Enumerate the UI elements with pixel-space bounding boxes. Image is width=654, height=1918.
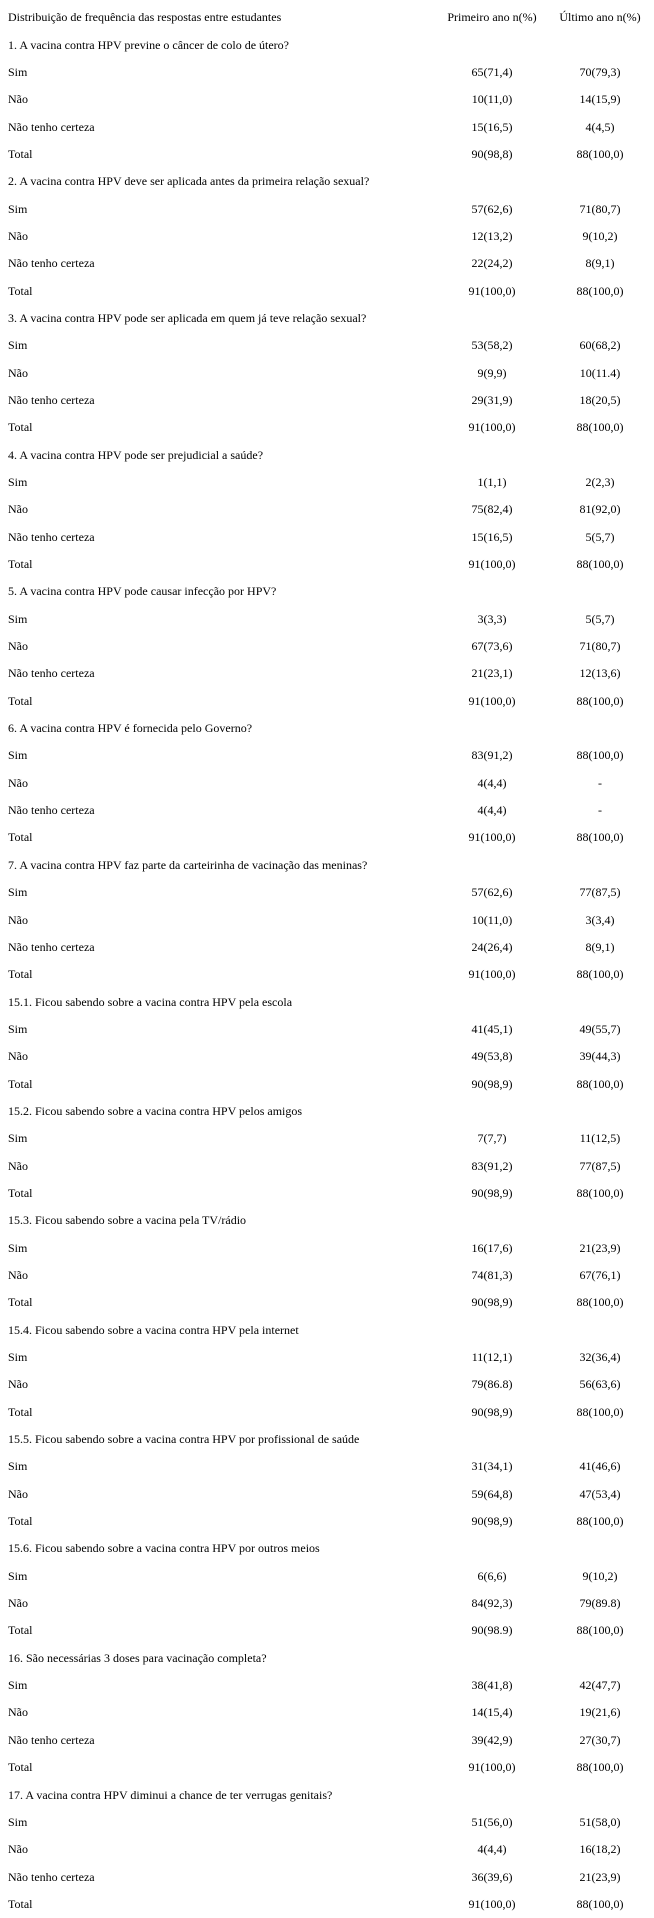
answer-label: Sim: [8, 1021, 28, 1036]
first-year-value: 31(34,1): [471, 1459, 513, 1474]
last-year-value: 21(23,9): [579, 1869, 621, 1884]
last-year-value: 19(21,6): [579, 1705, 621, 1720]
first-year-value: 1(1,1): [477, 475, 507, 490]
answer-label: Não tenho certeza: [8, 939, 95, 954]
question-text: 4. A vacina contra HPV pode ser prejudicial a saúde?: [8, 447, 264, 462]
first-year-value: 90(98,8): [471, 146, 513, 161]
answer-label: Sim: [8, 1459, 28, 1474]
table-row: [0, 879, 654, 906]
table-row: [0, 496, 654, 523]
first-year-value: 91(100,0): [468, 830, 516, 845]
answer-label: Total: [8, 283, 33, 298]
first-year-value: 90(98,9): [471, 1404, 513, 1419]
last-year-value: 9(10,2): [582, 1568, 618, 1583]
last-year-value: 88(100,0): [576, 557, 624, 572]
table-row: [0, 906, 654, 933]
table-row: [0, 250, 654, 277]
answer-label: Não tenho certeza: [8, 392, 95, 407]
answer-label: Total: [8, 693, 33, 708]
first-year-value: 65(71,4): [471, 64, 513, 79]
first-year-value: 10(11,0): [471, 92, 513, 107]
first-year-value: 67(73,6): [471, 639, 513, 654]
last-year-value: 88(100,0): [576, 830, 624, 845]
answer-label: Sim: [8, 475, 28, 490]
first-year-value: 4(4,4): [477, 775, 507, 790]
table-row: [0, 606, 654, 633]
last-year-value: 88(100,0): [576, 1623, 624, 1638]
first-year-value: 90(98,9): [471, 1295, 513, 1310]
last-year-value: 21(23,9): [579, 1240, 621, 1255]
last-year-value: 71(80,7): [579, 201, 621, 216]
table-row: [0, 387, 654, 414]
answer-label: Total: [8, 1514, 33, 1529]
last-year-value: 67(76,1): [579, 1267, 621, 1282]
table-row: [0, 1180, 654, 1207]
answer-label: Total: [8, 830, 33, 845]
last-year-value: 77(87,5): [579, 1158, 621, 1173]
answer-label: Total: [8, 557, 33, 572]
table-row: [0, 469, 654, 496]
table-row: [0, 359, 654, 386]
last-year-value: 5(5,7): [585, 529, 615, 544]
first-year-value: 90(98,9): [471, 1076, 513, 1091]
last-year-value: 39(44,3): [579, 1049, 621, 1064]
answer-label: Total: [8, 1076, 33, 1091]
first-year-value: 90(98,9): [471, 1185, 513, 1200]
last-year-value: 56(63,6): [579, 1377, 621, 1392]
first-year-value: 91(100,0): [468, 557, 516, 572]
last-year-value: 88(100,0): [576, 1404, 624, 1419]
first-year-value: 6(6,6): [477, 1568, 507, 1583]
question-row: [0, 852, 654, 879]
table-row: [0, 1289, 654, 1316]
table-row: [0, 1453, 654, 1480]
first-year-value: 91(100,0): [468, 283, 516, 298]
table-row: [0, 633, 654, 660]
first-year-value: 91(100,0): [468, 693, 516, 708]
last-year-value: 32(36,4): [579, 1350, 621, 1365]
first-year-value: 14(15,4): [471, 1705, 513, 1720]
last-year-value: 77(87,5): [579, 885, 621, 900]
answer-label: Não: [8, 1049, 28, 1064]
last-year-value: 88(100,0): [576, 1896, 624, 1911]
last-year-value: 88(100,0): [576, 146, 624, 161]
first-year-value: 4(4,4): [477, 803, 507, 818]
question-text: 1. A vacina contra HPV previne o câncer de colo de útero?: [8, 37, 290, 52]
table-row: [0, 223, 654, 250]
table-body: [0, 31, 654, 1918]
last-year-value: 71(80,7): [579, 639, 621, 654]
first-year-value: 57(62,6): [471, 201, 513, 216]
answer-label: Não tenho certeza: [8, 1869, 95, 1884]
question-text: 6. A vacina contra HPV é fornecida pelo Governo?: [8, 721, 253, 736]
last-year-value: 14(15,9): [579, 92, 621, 107]
question-row: [0, 168, 654, 195]
first-year-value: 75(82,4): [471, 502, 513, 517]
last-year-value: 41(46,6): [579, 1459, 621, 1474]
table-row: [0, 934, 654, 961]
table-row: [0, 1070, 654, 1097]
answer-label: Total: [8, 1896, 33, 1911]
last-year-value: 88(100,0): [576, 1760, 624, 1775]
answer-label: Sim: [8, 1350, 28, 1365]
first-year-value: 51(56,0): [471, 1814, 513, 1829]
answer-label: Não: [8, 1596, 28, 1611]
question-row: [0, 715, 654, 742]
first-year-value: 10(11,0): [471, 912, 513, 927]
first-year-value: 21(23,1): [471, 666, 513, 681]
answer-label: Total: [8, 1623, 33, 1638]
table-row: [0, 113, 654, 140]
table-row: [0, 332, 654, 359]
first-year-value: 90(98.9): [471, 1623, 513, 1638]
question-text: 2. A vacina contra HPV deve ser aplicada antes da primeira relação sexual?: [8, 174, 370, 189]
last-year-value: 88(100,0): [576, 1514, 624, 1529]
answer-label: Não: [8, 1267, 28, 1282]
last-year-value: 70(79,3): [579, 64, 621, 79]
answer-label: Sim: [8, 1678, 28, 1693]
table-row: [0, 195, 654, 222]
table-row: [0, 1809, 654, 1836]
first-year-value: 49(53,8): [471, 1049, 513, 1064]
table-row: [0, 1152, 654, 1179]
last-year-value: 8(9,1): [585, 256, 615, 271]
question-text: 16. São necessárias 3 doses para vacinação completa?: [8, 1650, 267, 1665]
last-year-value: 11(12,5): [579, 1131, 621, 1146]
answer-label: Total: [8, 1760, 33, 1775]
table-row: [0, 1508, 654, 1535]
last-year-value: 10(11.4): [579, 365, 621, 380]
answer-label: Total: [8, 1185, 33, 1200]
answer-label: Não tenho certeza: [8, 529, 95, 544]
answer-label: Total: [8, 146, 33, 161]
first-year-value: 15(16,5): [471, 529, 513, 544]
last-year-value: 5(5,7): [585, 611, 615, 626]
answer-label: Não: [8, 1486, 28, 1501]
last-year-value: 18(20,5): [579, 392, 621, 407]
last-year-value: -: [598, 803, 602, 818]
answer-label: Não: [8, 92, 28, 107]
first-year-value: 11(12,1): [471, 1350, 513, 1365]
question-row: [0, 1781, 654, 1808]
question-text: 7. A vacina contra HPV faz parte da carteirinha de vacinação das meninas?: [8, 857, 368, 872]
last-year-value: 16(18,2): [579, 1842, 621, 1857]
answer-label: Sim: [8, 1131, 28, 1146]
answer-label: Sim: [8, 338, 28, 353]
question-text: 17. A vacina contra HPV diminui a chance de ter verrugas genitais?: [8, 1787, 333, 1802]
first-year-value: 7(7,7): [477, 1131, 507, 1146]
question-row: [0, 1207, 654, 1234]
first-year-value: 59(64,8): [471, 1486, 513, 1501]
question-text: 3. A vacina contra HPV pode ser aplicada em quem já teve relação sexual?: [8, 310, 367, 325]
last-year-value: 88(100,0): [576, 420, 624, 435]
header-first-year: Primeiro ano n(%): [447, 10, 537, 25]
last-year-value: 88(100,0): [576, 1295, 624, 1310]
table-row: [0, 141, 654, 168]
first-year-value: 83(91,2): [471, 1158, 513, 1173]
question-row: [0, 988, 654, 1015]
answer-label: Total: [8, 1295, 33, 1310]
last-year-value: 88(100,0): [576, 1185, 624, 1200]
first-year-value: 90(98,9): [471, 1514, 513, 1529]
first-year-value: 79(86.8): [471, 1377, 513, 1392]
table-row: [0, 742, 654, 769]
last-year-value: 2(2,3): [585, 475, 615, 490]
question-row: [0, 1098, 654, 1125]
table-row: [0, 770, 654, 797]
table-row: [0, 1836, 654, 1863]
table-row: [0, 1016, 654, 1043]
answer-label: Não: [8, 228, 28, 243]
last-year-value: 88(100,0): [576, 693, 624, 708]
last-year-value: 88(100,0): [576, 283, 624, 298]
question-text: 15.6. Ficou sabendo sobre a vacina contra HPV por outros meios: [8, 1541, 320, 1556]
first-year-value: 4(4,4): [477, 1842, 507, 1857]
last-year-value: 88(100,0): [576, 1076, 624, 1091]
first-year-value: 36(39,6): [471, 1869, 513, 1884]
first-year-value: 57(62,6): [471, 885, 513, 900]
table-row: [0, 1672, 654, 1699]
answer-label: Total: [8, 420, 33, 435]
question-text: 5. A vacina contra HPV pode causar infecção por HPV?: [8, 584, 277, 599]
answer-label: Não: [8, 502, 28, 517]
last-year-value: 27(30,7): [579, 1732, 621, 1747]
first-year-value: 91(100,0): [468, 420, 516, 435]
first-year-value: 15(16,5): [471, 119, 513, 134]
answer-label: Sim: [8, 611, 28, 626]
question-row: [0, 1645, 654, 1672]
answer-label: Sim: [8, 748, 28, 763]
last-year-value: 81(92,0): [579, 502, 621, 517]
last-year-value: 8(9,1): [585, 939, 615, 954]
last-year-value: 47(53,4): [579, 1486, 621, 1501]
table-row: [0, 551, 654, 578]
table-row: [0, 1234, 654, 1261]
first-year-value: 91(100,0): [468, 967, 516, 982]
table-row: [0, 1590, 654, 1617]
question-row: [0, 31, 654, 58]
first-year-value: 91(100,0): [468, 1760, 516, 1775]
table-row: [0, 797, 654, 824]
first-year-value: 3(3,3): [477, 611, 507, 626]
table-header-row: [0, 4, 654, 31]
table-row: [0, 59, 654, 86]
answer-label: Não tenho certeza: [8, 1732, 95, 1747]
table-row: [0, 1043, 654, 1070]
first-year-value: 53(58,2): [471, 338, 513, 353]
question-row: [0, 1317, 654, 1344]
last-year-value: 79(89.8): [579, 1596, 621, 1611]
last-year-value: 51(58,0): [579, 1814, 621, 1829]
last-year-value: 88(100,0): [576, 967, 624, 982]
header-last-year: Último ano n(%): [559, 10, 641, 25]
question-row: [0, 1535, 654, 1562]
table-row: [0, 1617, 654, 1644]
table-row: [0, 688, 654, 715]
last-year-value: 60(68,2): [579, 338, 621, 353]
first-year-value: 16(17,6): [471, 1240, 513, 1255]
table-row: [0, 1262, 654, 1289]
table-row: [0, 1891, 654, 1918]
last-year-value: 88(100,0): [576, 748, 624, 763]
answer-label: Sim: [8, 1240, 28, 1255]
answer-label: Sim: [8, 1568, 28, 1583]
table-row: [0, 1481, 654, 1508]
answer-label: Não tenho certeza: [8, 666, 95, 681]
question-text: 15.4. Ficou sabendo sobre a vacina contra HPV pela internet: [8, 1322, 299, 1337]
table-row: [0, 1727, 654, 1754]
question-row: [0, 442, 654, 469]
question-row: [0, 1426, 654, 1453]
answer-label: Total: [8, 1404, 33, 1419]
first-year-value: 83(91,2): [471, 748, 513, 763]
table-row: [0, 961, 654, 988]
last-year-value: 9(10,2): [582, 228, 618, 243]
first-year-value: 24(26,4): [471, 939, 513, 954]
question-row: [0, 305, 654, 332]
table-row: [0, 1371, 654, 1398]
question-text: 15.1. Ficou sabendo sobre a vacina contra HPV pela escola: [8, 994, 293, 1009]
answer-label: Não tenho certeza: [8, 803, 95, 818]
answer-label: Sim: [8, 1814, 28, 1829]
first-year-value: 12(13,2): [471, 228, 513, 243]
last-year-value: 49(55,7): [579, 1021, 621, 1036]
table-row: [0, 660, 654, 687]
last-year-value: 12(13,6): [579, 666, 621, 681]
table-row: [0, 86, 654, 113]
table-row: [0, 1125, 654, 1152]
question-text: 15.5. Ficou sabendo sobre a vacina contra HPV por profissional de saúde: [8, 1432, 360, 1447]
answer-label: Não: [8, 365, 28, 380]
first-year-value: 84(92,3): [471, 1596, 513, 1611]
first-year-value: 41(45,1): [471, 1021, 513, 1036]
last-year-value: 42(47,7): [579, 1678, 621, 1693]
table-row: [0, 1754, 654, 1781]
answer-label: Não: [8, 1842, 28, 1857]
answer-label: Não: [8, 1158, 28, 1173]
answer-label: Sim: [8, 885, 28, 900]
table-row: [0, 1344, 654, 1371]
answer-label: Não: [8, 912, 28, 927]
table-row: [0, 414, 654, 441]
question-text: 15.2. Ficou sabendo sobre a vacina contra HPV pelos amigos: [8, 1103, 303, 1118]
header-label: Distribuição de frequência das respostas entre estudantes: [8, 10, 282, 25]
answer-label: Não: [8, 1377, 28, 1392]
answer-label: Não tenho certeza: [8, 119, 95, 134]
table-row: [0, 1699, 654, 1726]
first-year-value: 22(24,2): [471, 256, 513, 271]
table-row: [0, 824, 654, 851]
first-year-value: 9(9,9): [477, 365, 507, 380]
last-year-value: -: [598, 775, 602, 790]
first-year-value: 91(100,0): [468, 1896, 516, 1911]
answer-label: Sim: [8, 201, 28, 216]
answer-label: Sim: [8, 64, 28, 79]
answer-label: Total: [8, 967, 33, 982]
first-year-value: 74(81,3): [471, 1267, 513, 1282]
question-row: [0, 578, 654, 605]
table-row: [0, 1399, 654, 1426]
first-year-value: 29(31,9): [471, 392, 513, 407]
first-year-value: 39(42,9): [471, 1732, 513, 1747]
table-row: [0, 1863, 654, 1890]
table-row: [0, 524, 654, 551]
table-row: [0, 277, 654, 304]
answer-label: Não: [8, 1705, 28, 1720]
last-year-value: 4(4,5): [585, 119, 615, 134]
answer-label: Não: [8, 639, 28, 654]
answer-label: Não tenho certeza: [8, 256, 95, 271]
answer-label: Não: [8, 775, 28, 790]
table-row: [0, 1563, 654, 1590]
question-text: 15.3. Ficou sabendo sobre a vacina pela TV/rádio: [8, 1213, 247, 1228]
last-year-value: 3(3,4): [585, 912, 615, 927]
first-year-value: 38(41,8): [471, 1678, 513, 1693]
